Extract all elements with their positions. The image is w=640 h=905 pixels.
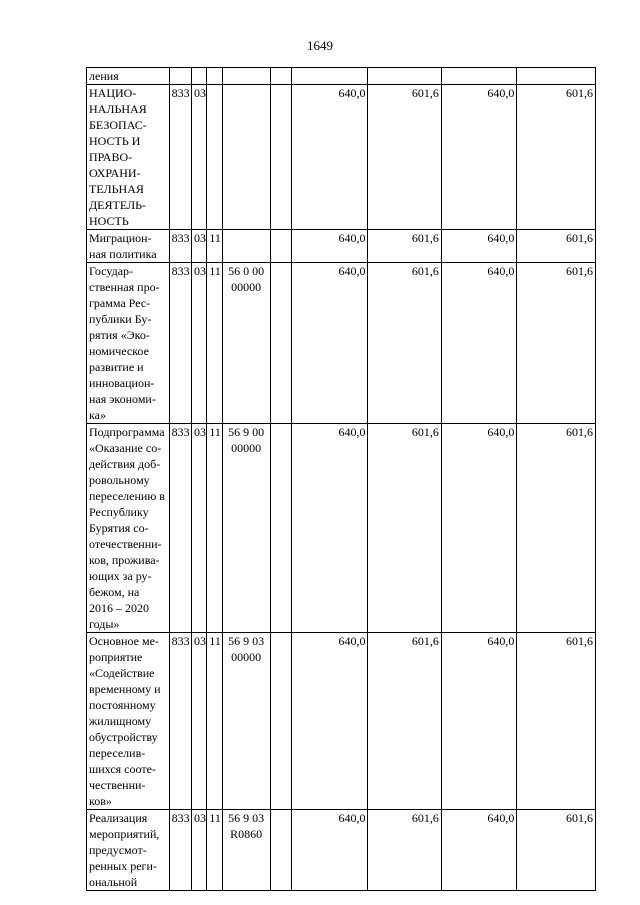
amount-4: 601,6: [517, 424, 596, 633]
page-number: 1649: [307, 38, 333, 53]
target-article-code: [222, 230, 270, 263]
row-name: Государ- ственная про- грамма Рес- публики Бу- рятия «Эко- номическое развитие и инновацион- ная экономи- ка»: [87, 263, 170, 424]
section-code: 03: [192, 424, 207, 633]
table-row: [87, 85, 596, 230]
amount-3: 640,0: [441, 263, 516, 424]
amount-1: 640,0: [291, 424, 368, 633]
subsection-code: [207, 68, 222, 85]
row-name: ления: [87, 68, 170, 85]
row-name: НАЦИО- НАЛЬНАЯ БЕЗОПАС- НОСТЬ И ПРАВО- ОХРАНИ- ТЕЛЬНАЯ ДЕЯТЕЛЬ- НОСТЬ: [87, 85, 170, 230]
amount-4: 601,6: [517, 263, 596, 424]
ministry-code: 833: [169, 424, 191, 633]
amount-2: 601,6: [368, 633, 441, 810]
amount-2: 601,6: [368, 424, 441, 633]
ministry-code: 833: [169, 85, 191, 230]
table-body: [87, 68, 596, 891]
target-article-code: 56 0 00 00000: [222, 263, 270, 424]
amount-1: 640,0: [291, 810, 368, 891]
ministry-code: 833: [169, 263, 191, 424]
section-code: 03: [192, 263, 207, 424]
expense-type-code: [270, 263, 291, 424]
target-article-code: 56 9 00 00000: [222, 424, 270, 633]
row-name: Миграцион- ная политика: [87, 230, 170, 263]
amount-4: 601,6: [517, 633, 596, 810]
target-article-code: 56 9 03 R0860: [222, 810, 270, 891]
table-row: [87, 424, 596, 633]
row-name: Реализация мероприятий, предусмот- ренных реги- ональной: [87, 810, 170, 891]
amount-3: [441, 68, 516, 85]
expense-type-code: [270, 68, 291, 85]
expense-type-code: [270, 85, 291, 230]
amount-1: 640,0: [291, 263, 368, 424]
expense-type-code: [270, 810, 291, 891]
table-row: [87, 68, 596, 85]
amount-1: 640,0: [291, 85, 368, 230]
ministry-code: 833: [169, 230, 191, 263]
amount-1: 640,0: [291, 633, 368, 810]
subsection-code: 11: [207, 424, 222, 633]
subsection-code: [207, 85, 222, 230]
amount-2: 601,6: [368, 810, 441, 891]
budget-table: [86, 67, 596, 891]
expense-type-code: [270, 633, 291, 810]
target-article-code: 56 9 03 00000: [222, 633, 270, 810]
amount-3: 640,0: [441, 633, 516, 810]
target-article-code: [222, 85, 270, 230]
row-name: Подпрограмма «Оказание со- действия доб- ровольному переселению в Республику Бурятия со- отечественни- ков, прожива- ющих за ру- бежом, на 2016 – 2020 годы»: [87, 424, 170, 633]
section-code: 03: [192, 85, 207, 230]
amount-4: 601,6: [517, 810, 596, 891]
expense-type-code: [270, 424, 291, 633]
ministry-code: [169, 68, 191, 85]
section-code: 03: [192, 633, 207, 810]
amount-3: 640,0: [441, 85, 516, 230]
amount-2: 601,6: [368, 263, 441, 424]
amount-3: 640,0: [441, 424, 516, 633]
amount-3: 640,0: [441, 810, 516, 891]
amount-4: [517, 68, 596, 85]
ministry-code: 833: [169, 810, 191, 891]
table-row: [87, 633, 596, 810]
expense-type-code: [270, 230, 291, 263]
table-row: [87, 230, 596, 263]
amount-1: 640,0: [291, 230, 368, 263]
subsection-code: 11: [207, 230, 222, 263]
section-code: 03: [192, 810, 207, 891]
amount-3: 640,0: [441, 230, 516, 263]
subsection-code: 11: [207, 810, 222, 891]
subsection-code: 11: [207, 263, 222, 424]
row-name: Основное ме- роприятие «Содействие временному и постоянному жилищному обустройству переселив- шихся сооте- чественни- ков»: [87, 633, 170, 810]
amount-1: [291, 68, 368, 85]
amount-2: 601,6: [368, 85, 441, 230]
amount-4: 601,6: [517, 230, 596, 263]
amount-4: 601,6: [517, 85, 596, 230]
section-code: [192, 68, 207, 85]
target-article-code: [222, 68, 270, 85]
table-row: [87, 810, 596, 891]
table-row: [87, 263, 596, 424]
ministry-code: 833: [169, 633, 191, 810]
amount-2: [368, 68, 441, 85]
amount-2: 601,6: [368, 230, 441, 263]
subsection-code: 11: [207, 633, 222, 810]
section-code: 03: [192, 230, 207, 263]
